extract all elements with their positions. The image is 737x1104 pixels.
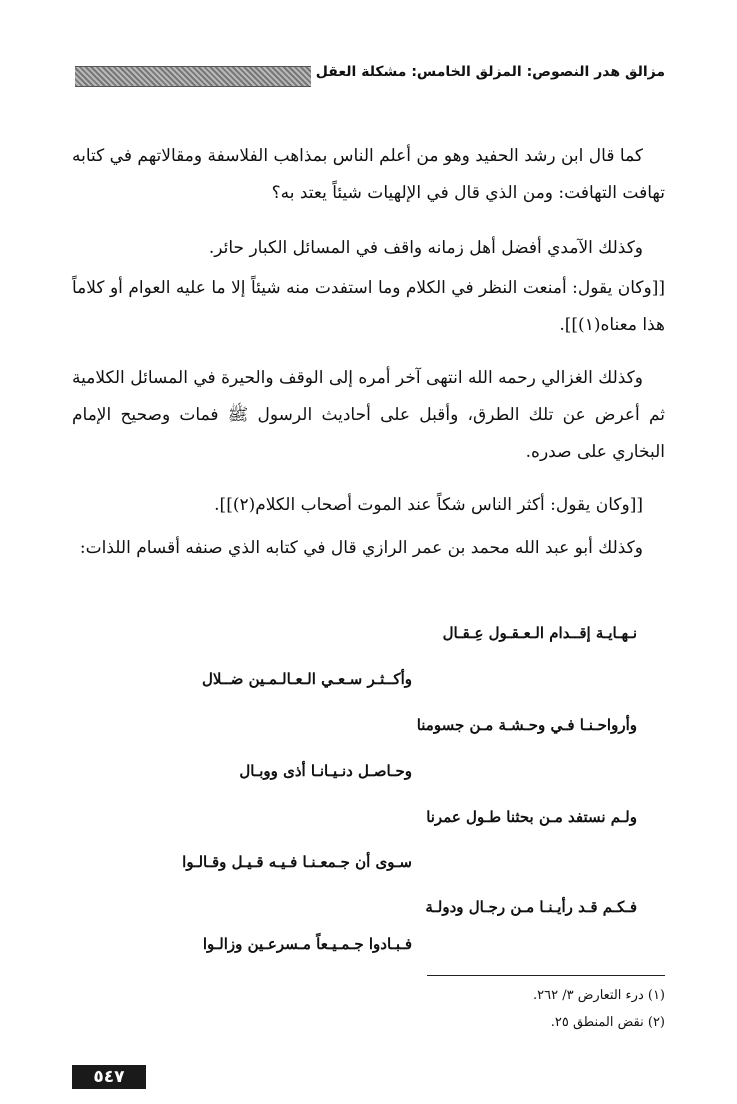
poem-verse: سـوى أن جـمعـنـا فـيـه قـيـل وقـالـوا bbox=[182, 853, 412, 871]
poem-verse: فـكـم قـد رأيـنـا مـن رجـال ودولـة bbox=[425, 898, 637, 916]
poem-verse: وحـاصـل دنـيـانـا أذى ووبـال bbox=[239, 762, 412, 780]
footnote-2: (٢) نقض المنطق ٢٥. bbox=[550, 1015, 665, 1030]
header-ornament-bar bbox=[75, 66, 311, 87]
poem-verse: نـهـايـة إقــدام الـعـقـول عِـقـال bbox=[442, 624, 637, 642]
paragraph-razi: وكذلك أبو عبد الله محمد بن عمر الرازي قال في كتابه الذي صنفه أقسام اللذات: bbox=[79, 538, 643, 558]
paragraph-amidi: وكذلك الآمدي أفضل أهل زمانه واقف في المسائل الكبار حائر. bbox=[208, 238, 643, 258]
poem-verse: فـبـادوا جـمـيـعاً مـسرعـين وزالـوا bbox=[202, 935, 412, 953]
paragraph-ghazali-quote: [[وكان يقول: أكثر الناس شكاً عند الموت أصحاب الكلام(٢)]]. bbox=[214, 495, 643, 515]
poem-verse: ولـم نستفد مـن بحثنا طـول عمرنا bbox=[426, 808, 637, 826]
footnote-1: (١) درء التعارض ٣/ ٢٦٢. bbox=[532, 988, 665, 1003]
poem-verse: وأكــثـر سـعـي الـعـالـمـين ضــلال bbox=[202, 670, 412, 688]
footnote-divider bbox=[427, 975, 665, 976]
running-header-title: مزالق هدر النصوص: المزلق الخامس: مشكلة العقل bbox=[315, 64, 665, 80]
paragraph-amidi-quote: [[وكان يقول: أمنعت النظر في الكلام وما استفدت منه شيئاً إلا ما عليه العوام أو كلاماً هذا معناه(١)]]. bbox=[72, 278, 665, 335]
page-number: ٥٤٧ bbox=[72, 1065, 146, 1089]
poem-verse: وأرواحـنـا فـي وحـشـة مـن جسومنا bbox=[416, 716, 637, 734]
paragraph-ghazali: وكذلك الغزالي رحمه الله انتهى آخر أمره إلى الوقف والحيرة في المسائل الكلامية ثم أعرض عن تلك الطرق، وأقبل على أحاديث الرسول ﷺ فمات وصحيح الإمام البخاري على صدره. bbox=[72, 368, 665, 462]
paragraph-ibn-rushd: كما قال ابن رشد الحفيد وهو من أعلم الناس بمذاهب الفلاسفة ومقالاتهم في كتابه تهافت التهافت: ومن الذي قال في الإلهيات شيئاً يعتد به؟ bbox=[72, 146, 665, 203]
